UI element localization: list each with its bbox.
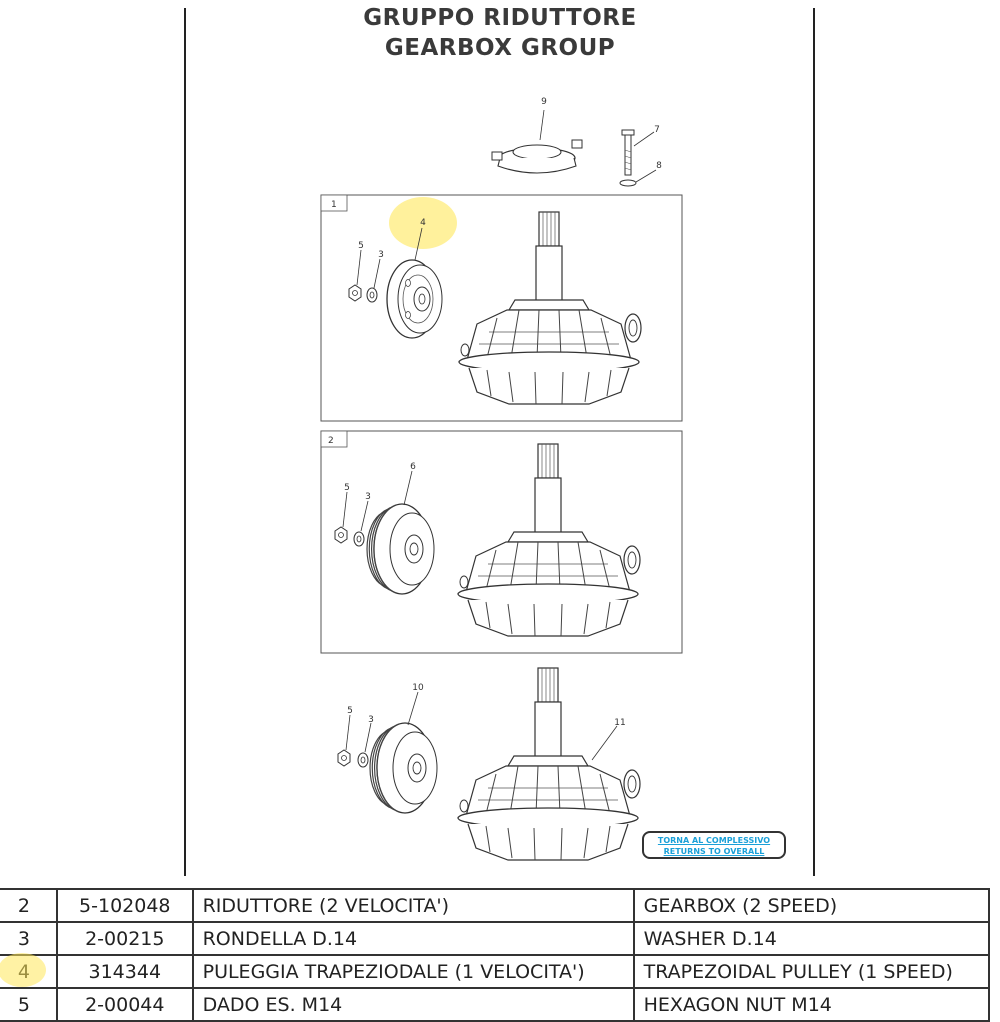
row-desc-en: TRAPEZOIDAL PULLEY (1 SPEED) [634,955,989,988]
nut-3 [338,750,350,766]
row-desc-it: DADO ES. M14 [193,988,634,1021]
callout-9: 9 [541,97,547,107]
row-desc-en: HEXAGON NUT M14 [634,988,989,1021]
callout-10: 10 [412,683,424,693]
parts-table [0,888,990,1022]
washer-1 [367,288,377,302]
row-code: 2-00044 [57,988,193,1021]
panel-2-number: 2 [328,436,334,446]
row-desc-en: GEARBOX (2 SPEED) [634,889,989,922]
washer-2 [354,532,364,546]
callout-3-p1: 3 [378,250,384,260]
row-pos: 3 [0,922,57,955]
returns-to-overall-line1[interactable]: TORNA AL COMPLESSIVO [657,836,771,845]
nut-1 [349,285,361,301]
row-desc-en: WASHER D.14 [634,922,989,955]
row-pos: 5 [0,988,57,1021]
callout-4-p1: 4 [420,218,426,228]
nut-2 [335,527,347,543]
ribbed-pulley-6 [367,504,434,594]
row-desc-it: RONDELLA D.14 [193,922,634,955]
callout-3-p3: 3 [368,715,374,725]
returns-to-overall-line2[interactable]: RETURNS TO OVERALL [663,847,765,856]
callout-8: 8 [656,161,662,171]
row-code: 314344 [57,955,193,988]
table-row [0,988,989,1021]
ribbed-pulley-10 [370,723,437,813]
callout-5-p1: 5 [358,241,364,251]
gearbox-1 [459,212,641,404]
row-4-highlight [0,953,46,987]
washer-3 [358,753,368,767]
callout-7: 7 [654,125,660,135]
returns-to-overall-button[interactable] [642,831,786,859]
page-title-it: GRUPPO RIDUTTORE [363,5,637,31]
callout-3-p2: 3 [365,492,371,502]
row-desc-it: RIDUTTORE (2 VELOCITA') [193,889,634,922]
table-row [0,955,989,988]
panel-1-number: 1 [331,200,337,210]
page-title-en: GEARBOX GROUP [384,35,616,61]
row-code: 2-00215 [57,922,193,955]
callout-5-p3: 5 [347,706,353,716]
row-code: 5-102048 [57,889,193,922]
table-row [0,889,989,922]
callout-6: 6 [410,462,416,472]
row-pos: 2 [0,889,57,922]
bolt-part [620,130,636,186]
gearbox-2 [458,444,640,636]
table-row [0,922,989,955]
callout-5-p2: 5 [344,483,350,493]
row-desc-it: PULEGGIA TRAPEZIODALE (1 VELOCITA') [193,955,634,988]
v-pulley-part [387,260,442,338]
callout-11: 11 [614,718,626,728]
gearbox-3 [458,668,640,860]
clamp-ring-part [492,140,582,173]
